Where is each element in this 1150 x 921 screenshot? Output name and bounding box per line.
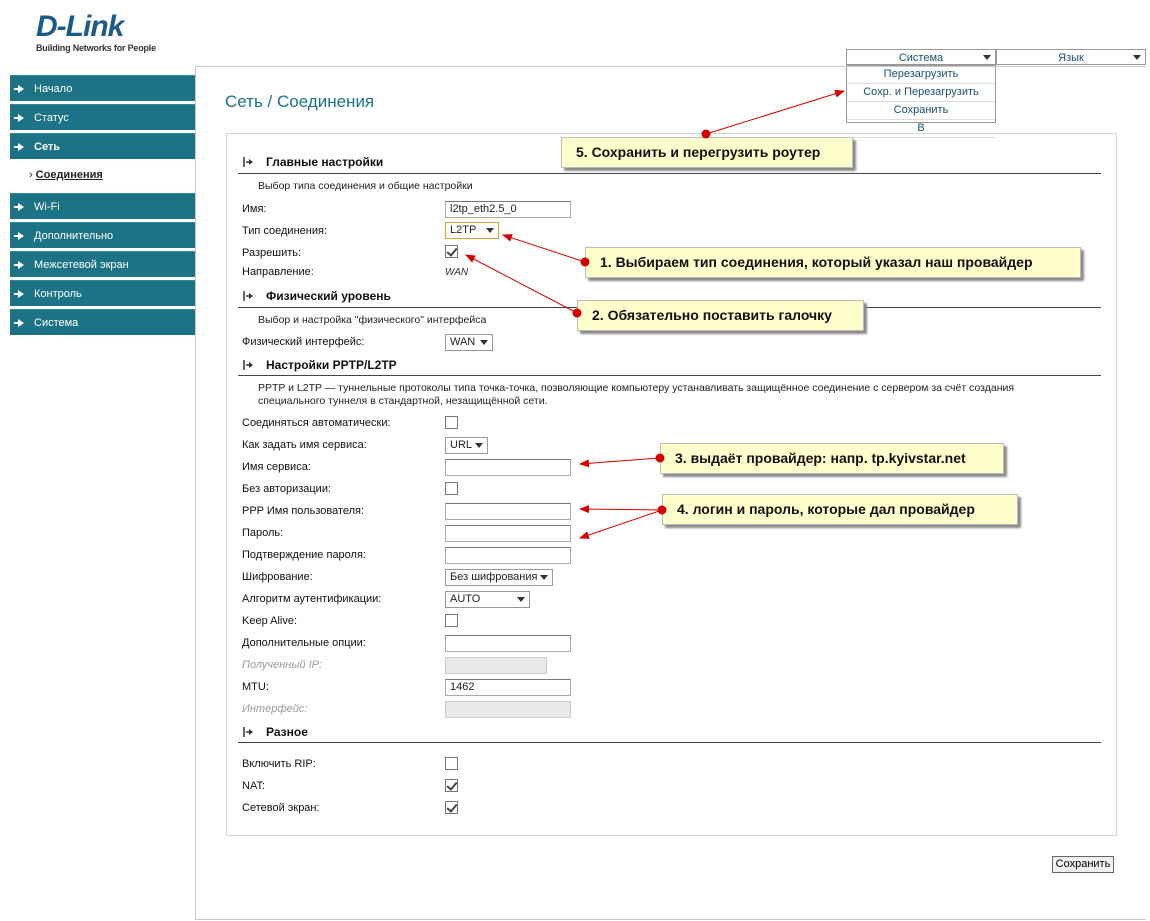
arrow-conn-type <box>503 235 585 262</box>
dot-service-name <box>656 454 664 462</box>
brand-tagline: Building Networks for People <box>36 43 156 53</box>
received-ip-label: Полученный IP: <box>242 659 323 671</box>
section-main-desc: Выбор типа соединения и общие настройки <box>258 180 473 192</box>
section-main-label: Главные настройки <box>266 155 384 169</box>
section-physical-label: Физический уровень <box>266 289 391 303</box>
name-input[interactable]: l2tp_eth2.5_0 <box>445 201 571 218</box>
sidebar-item-label: Wi-Fi <box>34 201 60 213</box>
sidebar-subitem-label: Соединения <box>35 169 103 181</box>
section-pptp-label: Настройки PPTP/L2TP <box>266 358 397 372</box>
auth-algo-value: AUTO <box>450 593 481 605</box>
firewall-label: Сетевой экран: <box>242 802 320 814</box>
sidebar-item-label: Контроль <box>34 288 82 300</box>
arrow-password <box>580 510 662 538</box>
menu-item-reboot[interactable]: Перезагрузить <box>847 66 995 84</box>
service-mode-label: Как задать имя сервиса: <box>242 439 367 451</box>
dot-conn-type <box>581 258 589 266</box>
arrow-enable <box>466 255 577 313</box>
direction-value: WAN <box>445 267 469 278</box>
sub-marker: › <box>29 169 33 181</box>
arrow-service-name <box>580 458 660 464</box>
keepalive-label: Keep Alive: <box>242 615 298 627</box>
save-button[interactable]: Сохранить <box>1052 856 1114 873</box>
mtu-input[interactable]: 1462 <box>445 679 571 696</box>
password-label: Пароль: <box>242 527 284 539</box>
mtu-label: MTU: <box>242 681 269 693</box>
sidebar-item-label: Сеть <box>34 141 61 153</box>
dot-login-password <box>658 506 666 514</box>
service-name-label: Имя сервиса: <box>242 461 311 473</box>
menu-item-more[interactable]: В <box>847 120 995 138</box>
password-confirm-label: Подтверждение пароля: <box>242 549 366 561</box>
nat-label: NAT: <box>242 780 266 792</box>
sidebar-item-label: Статус <box>34 112 69 124</box>
service-mode-value: URL <box>450 439 473 451</box>
conn-type-value: L2TP <box>450 224 477 236</box>
enable-label: Разрешить: <box>242 247 302 259</box>
sidebar-item-label: Начало <box>34 83 73 95</box>
auth-algo-label: Алгоритм аутентификации: <box>242 593 382 605</box>
callout-save-reboot: 5. Сохранить и перегрузить роутер <box>561 137 853 168</box>
arrow-username <box>580 509 662 510</box>
sidebar-item-label: Дополнительно <box>34 230 114 242</box>
pptp-desc-line2: специального туннеля в стандартной, незащищённой сети. <box>258 395 548 407</box>
arrow-save-reboot <box>706 91 844 134</box>
encryption-value: Без шифрования <box>450 571 538 583</box>
section-misc-label: Разное <box>266 725 308 739</box>
no-auth-label: Без авторизации: <box>242 483 332 495</box>
callout-conn-type: 1. Выбираем тип соединения, который указал наш провайдер <box>585 247 1081 278</box>
extra-opts-label: Дополнительные опции: <box>242 637 366 649</box>
system-menu-label: Система <box>898 52 944 64</box>
dot-save-reboot <box>702 130 710 138</box>
callout-enable: 2. Обязательно поставить галочку <box>577 300 864 331</box>
menu-item-save[interactable]: Сохранить <box>847 102 995 120</box>
phys-iface-value: WAN <box>450 336 476 348</box>
callout-login-password: 4. логин и пароль, которые дал провайдер <box>662 494 1018 525</box>
auto-connect-label: Соединяться автоматически: <box>242 417 391 429</box>
pptp-desc-line1: PPTP и L2TP — туннельные протоколы типа точка-точка, позволяющие компьютеру устанавливать защищённое соединение с сервером за счёт создания <box>258 382 1015 394</box>
sidebar-item-label: Межсетевой экран <box>34 259 129 271</box>
dot-enable <box>573 309 581 317</box>
username-label: PPP Имя пользователя: <box>242 505 365 517</box>
rip-label: Включить RIP: <box>242 758 316 770</box>
page-title: Сеть / Соединения <box>225 92 375 111</box>
name-label: Имя: <box>242 203 267 215</box>
brand-name: D-Link <box>36 10 124 43</box>
interface-label: Интерфейс: <box>242 703 308 715</box>
callout-service-name: 3. выдаёт провайдер: напр. tp.kyivstar.net <box>660 443 1004 474</box>
direction-label: Направление: <box>242 266 314 278</box>
language-label: Язык <box>1058 52 1084 64</box>
menu-item-save-reboot[interactable]: Сохр. и Перезагрузить <box>847 84 995 102</box>
phys-iface-label: Физический интерфейс: <box>242 336 365 348</box>
conn-type-label: Тип соединения: <box>242 225 327 237</box>
section-physical-desc: Выбор и настройка "физического" интерфейса <box>258 314 487 326</box>
sidebar-item-label: Система <box>34 317 79 329</box>
encryption-label: Шифрование: <box>242 571 313 583</box>
